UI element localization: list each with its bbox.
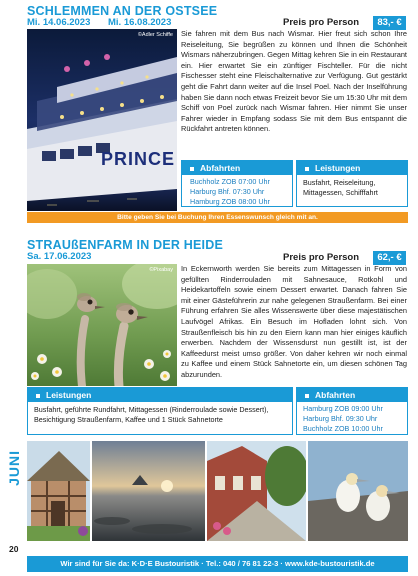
section1-notice-bar: Bitte geben Sie bei Buchung Ihren Essenswunsch gleich mit an. — [27, 212, 408, 223]
section1-date1: Mi. 14.06.2023 — [27, 17, 91, 28]
departure-item: Buchholz ZOB 07:00 Uhr — [190, 177, 270, 186]
section2-abfahrten-header — [297, 388, 407, 402]
square-bullet-icon — [36, 394, 40, 398]
section2-abfahrten-title: Abfahrten — [315, 390, 356, 400]
section1-description: Sie fahren mit dem Bus nach Wismar. Hier freut sich schon Ihre Reiseleitung, Sie begrüßen zu können und Ihnen die Schönheit Wismars näherzubringen. Gegen Mittag kehren Sie in ein Restaurant ein. Hier erwartet Sie ein zünftiger Fischteller. Für die nicht Fischesser steht eine Fleischalternative zur Verfügung. Gut gestärkt geht die Fahrt dann weiter auf die Insel Poel. Nach der Inselführung haben Sie dann noch etwas Freizeit bevor Sie um 15:30 Uhr mit dem Schiff von Poel zurück nach Wismar fahren. Hier nimmt Sie unser Fahrer wieder in Empfang sodass Sie mit dem Bus entspannt die Rückfahrt antreten können. — [181, 29, 407, 134]
footer-contact-bar: Wir sind für Sie da: K·D·E Bustouristik · Tel.: 040 / 76 81 22-3 · www.kde-bustouristik.de — [27, 556, 408, 572]
section1-photo-credit: ©Adler Schiffe — [137, 32, 173, 38]
sea-sunset-photo — [92, 441, 205, 541]
section2-leistungen-box — [27, 387, 293, 435]
section2-abfahrten-box — [296, 387, 408, 435]
ship-name-text: PRINCE — [101, 149, 176, 169]
section1-leistungen-text: Busfahrt, Reiseleitung, Mittagessen, Schifffahrt — [303, 178, 378, 198]
gannets-photo — [308, 441, 408, 541]
departure-item: Hamburg ZOB 08:00 Uhr — [190, 197, 270, 207]
heath-house-photo — [27, 441, 90, 541]
section1-abfahrten-box — [181, 160, 293, 207]
ostrich-photo — [27, 264, 177, 386]
section2-leistungen-text: Busfahrt, geführte Rundfahrt, Mittagessen (Rinderroulade sowie Dessert), Besichtigung Straußenfarm, Kaffee und 1 Stück Sahnetorte — [34, 405, 269, 425]
section1-date2: Mi. 16.08.2023 — [108, 17, 172, 28]
section1-leistungen-title: Leistungen — [315, 163, 361, 173]
section2-abfahrten-list — [297, 402, 407, 437]
ship-photo — [27, 29, 177, 211]
section2-description: In Eckernworth werden Sie bereits zum Mittagessen in Form von gefüllten Rinderrouladen mit Sahnesauce, Rotkohl und Heidekartoffeln sowie einem Dessert erwartet. Danach fahren Sie mit einer Gästeführerin zur nahe gelegenen Straußenfarm. Bei einer Führung erfahren Sie alles Wissenswerte über diese majestätischen Laufvögel Afrikas. Ein Besuch im Hofladen lohnt sich. Von Straußenfleisch bis hin zu den Eiern kann man hier einiges käuflich erwerben. Nachdem der Wissensdurst nun gestillt ist, ist der Kaffeedurst meist umso größer. Von daher kehren wir noch einmal zu Kaffee und einem Stück Sahnetorte ein, um diesen schönen Tag abzurunden. — [181, 264, 407, 379]
section2-leistungen-title: Leistungen — [46, 390, 92, 400]
section1-abfahrten-list — [182, 175, 292, 210]
section1-leistungen-header — [297, 161, 407, 175]
departure-item: Hamburg ZOB 09:00 Uhr — [303, 404, 383, 413]
section2-date: Sa. 17.06.2023 — [27, 251, 92, 262]
square-bullet-icon — [305, 167, 309, 171]
square-bullet-icon — [305, 394, 309, 398]
section2-photo — [27, 264, 177, 386]
page-number: 20 — [9, 544, 19, 554]
section2-title: STRAUßENFARM IN DER HEIDE — [27, 238, 223, 252]
section1-price: 83,- € — [373, 16, 406, 30]
departure-item: Harburg Bhf. 09:30 Uhr — [303, 414, 378, 424]
section1-price-label: Preis pro Person — [283, 17, 360, 28]
section2-price-label: Preis pro Person — [283, 252, 360, 263]
square-bullet-icon — [190, 167, 194, 171]
village-street-photo — [207, 441, 306, 541]
section1-abfahrten-title: Abfahrten — [200, 163, 241, 173]
section1-title: SCHLEMMEN AN DER OSTSEE — [27, 4, 218, 18]
departure-item: Harburg Bhf. 07:30 Uhr — [190, 187, 265, 197]
section2-photo-credit: ©Pixabay — [149, 267, 173, 273]
month-side-label: JUNI — [6, 450, 22, 486]
section2-price: 62,- € — [373, 251, 406, 265]
section1-leistungen-box — [296, 160, 408, 207]
section2-leistungen-header — [28, 388, 292, 402]
section1-photo — [27, 29, 177, 211]
section1-abfahrten-header — [182, 161, 292, 175]
departure-item: Buchholz ZOB 10:00 Uhr — [303, 424, 383, 434]
